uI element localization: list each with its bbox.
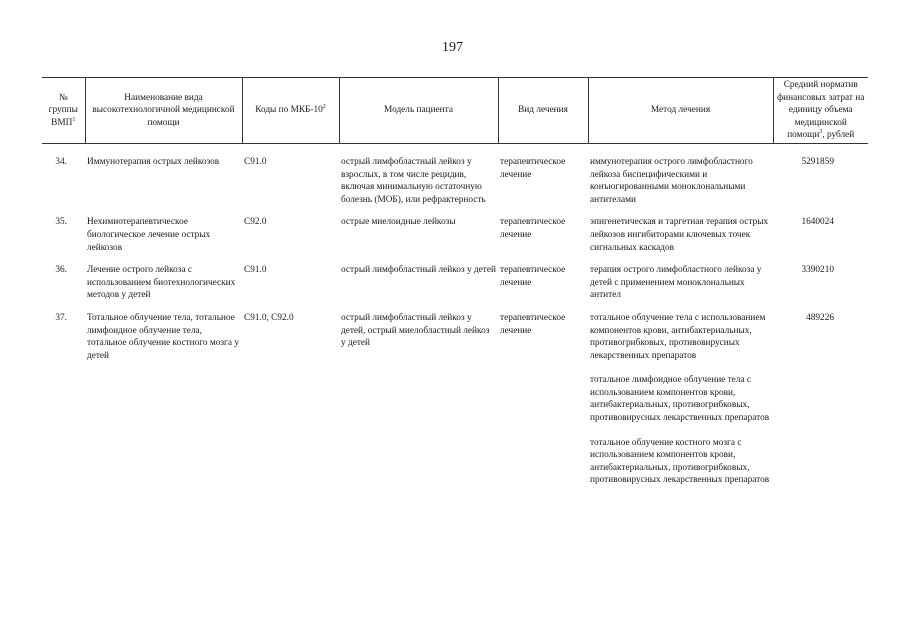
row-codes: C91.0 bbox=[244, 156, 267, 167]
row-model: острый лимфобластный лейкоз у взрослых, в том числе рецидив, включая минимальную остаточную болезнь (МОБ), или рефрактерность bbox=[341, 156, 486, 205]
method-item: тотальное лимфоидное облучение тела с использованием компонентов крови, антибактериальных, противогрибковых, противовирусных лекарственных препаратов bbox=[590, 375, 770, 424]
row-number: 35. bbox=[55, 217, 67, 228]
row-treatment: терапевтическое лечение bbox=[500, 312, 566, 336]
table-row bbox=[42, 264, 868, 312]
row-cost: 489226 bbox=[806, 312, 834, 323]
header-treatment: Вид лечения bbox=[498, 78, 588, 144]
header-name: Наименование вида высокотехнологичной медицинской помощи bbox=[85, 78, 242, 144]
method-item: терапия острого лимфобластного лейкоза у детей с применением моноклональных антител bbox=[590, 265, 762, 301]
row-model: острый лимфобластный лейкоз у детей bbox=[341, 265, 496, 276]
row-method bbox=[588, 312, 773, 497]
vmp-table bbox=[42, 77, 868, 497]
method-item: тотальное облучение костного мозга с использованием компонентов крови, антибактериальных, противогрибковых, противовирусных лекарственных препаратов bbox=[590, 437, 770, 486]
method-item: тотальное облучение тела с использованием компонентов крови, антибактериальных, противогрибковых, противовирусных лекарственных препаратов bbox=[590, 312, 766, 361]
method-item: иммунотерапия острого лимфобластного лейкоза биспецифическими и конъюгированными моноклональными антителами bbox=[590, 156, 753, 205]
row-number: 34. bbox=[55, 156, 67, 167]
row-codes: C92.0 bbox=[244, 217, 267, 228]
row-cost: 5291859 bbox=[801, 156, 834, 167]
row-number: 36. bbox=[55, 265, 67, 276]
row-cost: 1640024 bbox=[801, 217, 834, 228]
row-codes: C91.0 bbox=[244, 265, 267, 276]
page-number: 197 bbox=[442, 40, 463, 55]
header-model: Модель пациента bbox=[339, 78, 498, 144]
row-name: Иммунотерапия острых лейкозов bbox=[87, 156, 220, 167]
row-name: Лечение острого лейкоза с использованием биотехнологических методов у детей bbox=[87, 265, 236, 301]
header-group: № группы ВМП$^1$ bbox=[42, 78, 85, 144]
row-name: Нехимиотерапевтическое биологическое лечение острых лейкозов bbox=[87, 217, 211, 253]
table-header bbox=[42, 78, 868, 144]
row-model: острый лимфобластный лейкоз у детей, острый миелобластный лейкоз у детей bbox=[341, 312, 490, 349]
row-treatment: терапевтическое лечение bbox=[500, 217, 566, 240]
header-codes: Коды по МКБ-$10^2$ bbox=[242, 78, 339, 144]
row-method bbox=[588, 264, 773, 312]
row-treatment: терапевтическое лечение bbox=[500, 156, 566, 180]
row-method bbox=[588, 143, 773, 216]
row-name: Тотальное облучение тела, тотальное лимфоидное облучение тела, тотальное облучение костного мозга у детей bbox=[87, 312, 239, 361]
row-number: 37. bbox=[55, 312, 67, 323]
table-row bbox=[42, 312, 868, 497]
row-model: острые миелоидные лейкозы bbox=[341, 217, 456, 228]
row-cost: 3390210 bbox=[801, 265, 834, 276]
header-method: Метод лечения bbox=[588, 78, 773, 144]
table-row bbox=[42, 143, 868, 216]
row-method bbox=[588, 216, 773, 264]
table-row bbox=[42, 216, 868, 264]
row-treatment: терапевтическое лечение bbox=[500, 265, 566, 288]
header-cost: Средний норматив финансовых затрат на единицу объема медицинской помощи$^3$, рублей bbox=[773, 78, 868, 144]
row-codes: C91.0, C92.0 bbox=[244, 312, 294, 323]
method-item: эпигенетическая и таргетная терапия острых лейкозов ингибиторами ключевых точек сигнальных каскадов bbox=[590, 217, 769, 253]
